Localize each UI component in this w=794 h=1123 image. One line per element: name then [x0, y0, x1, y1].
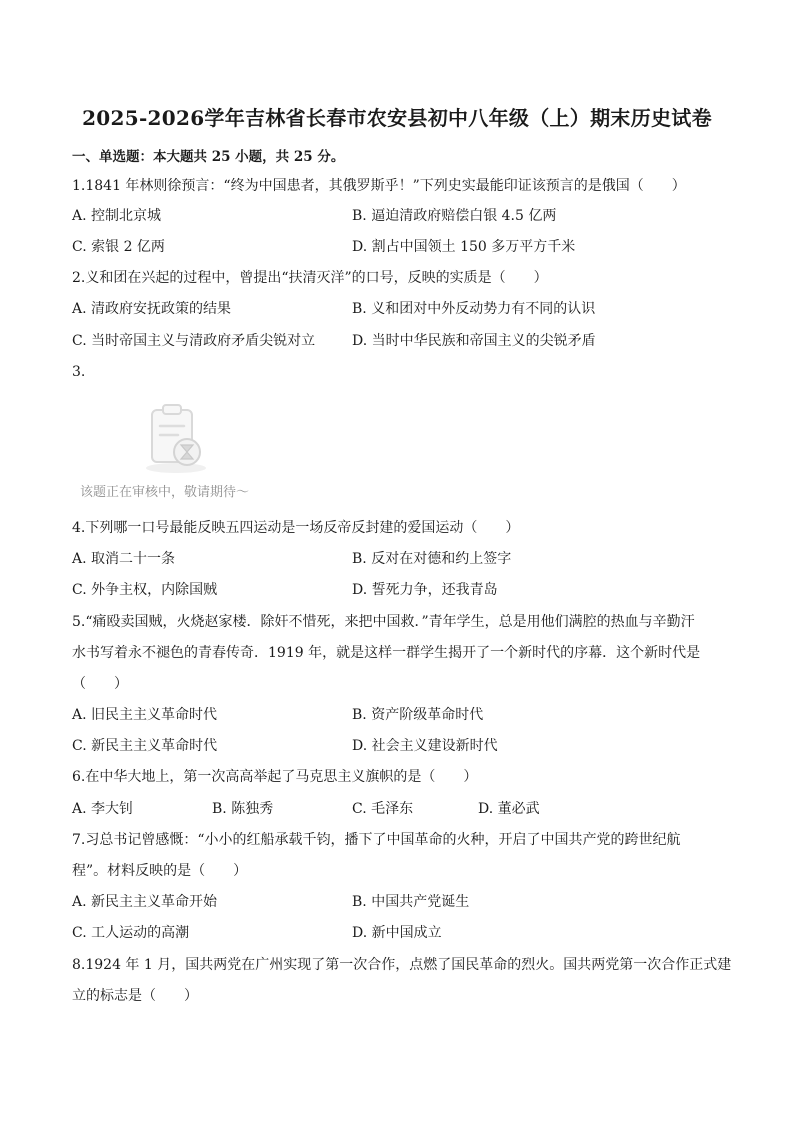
clipboard-hourglass-icon [138, 400, 214, 476]
question-4-option-c: C. 外争主权，内除国贼 [72, 582, 218, 598]
question-7-option-c: C. 工人运动的高潮 [72, 925, 190, 941]
question-2-option-d: D. 当时中华民族和帝国主义的尖锐矛盾 [352, 333, 596, 349]
question-1-option-d: D. 割占中国领土 150 多万平方千米 [352, 239, 576, 255]
question-4-option-b: B. 反对在对德和约上签字 [352, 551, 512, 567]
question-3-stem: 3. [72, 364, 86, 380]
question-6-option-d: D. 董必武 [478, 801, 540, 817]
question-5-option-b: B. 资产阶级革命时代 [352, 707, 484, 723]
question-5-stem-line-1: 5.“痛殴卖国贼，火烧赵家楼．除奸不惜死，来把中国救．”青年学生，总是用他们满腔的热血与辛勤汗 [72, 614, 695, 630]
question-1-stem: 1.1841 年林则徐预言：“终为中国患者，其俄罗斯乎！”下列史实最能印证该预言的是俄国（ ） [72, 178, 686, 194]
question-5-stem-line-3: （ ） [72, 676, 128, 692]
question-6-option-c: C. 毛泽东 [352, 801, 414, 817]
question-3-placeholder [78, 400, 278, 504]
question-2-stem: 2.义和团在兴起的过程中，曾提出“扶清灭洋”的口号，反映的实质是（ ） [72, 270, 548, 286]
question-7-option-b: B. 中国共产党诞生 [352, 894, 470, 910]
question-4-stem: 4.下列哪一口号最能反映五四运动是一场反帝反封建的爱国运动（ ） [72, 520, 520, 536]
question-6-option-a: A. 李大钊 [72, 801, 134, 817]
question-4-option-d: D. 誓死力争，还我青岛 [352, 582, 498, 598]
question-5-option-c: C. 新民主主义革命时代 [72, 738, 218, 754]
question-4-option-a: A. 取消二十一条 [72, 551, 176, 567]
question-1-option-c: C. 索银 2 亿两 [72, 239, 165, 255]
question-1-option-b: B. 逼迫清政府赔偿白银 4.5 亿两 [352, 208, 557, 224]
exam-title: 2025-2026学年吉林省长春市农安县初中八年级（上）期末历史试卷 [82, 106, 712, 130]
question-7-stem-line-1: 7.习总书记曾感慨：“小小的红船承载千钧，播下了中国革命的火种，开启了中国共产党的跨世纪航 [72, 832, 681, 848]
section-heading: 一、单选题：本大题共 25 小题，共 25 分。 [72, 149, 345, 165]
question-2-option-c: C. 当时帝国主义与清政府矛盾尖锐对立 [72, 333, 316, 349]
question-8-stem-line-1: 8.1924 年 1 月，国共两党在广州实现了第一次合作，点燃了国民革命的烈火。国共两党第一次合作正式建 [72, 957, 732, 973]
question-5-option-a: A. 旧民主主义革命时代 [72, 707, 218, 723]
question-6-stem: 6.在中华大地上，第一次高高举起了马克思主义旗帜的是（ ） [72, 769, 478, 785]
question-2-option-b: B. 义和团对中外反动势力有不同的认识 [352, 301, 596, 317]
question-7-option-d: D. 新中国成立 [352, 925, 442, 941]
question-7-option-a: A. 新民主主义革命开始 [72, 894, 218, 910]
question-7-stem-line-2: 程”。材料反映的是（ ） [72, 863, 248, 879]
question-6-option-b: B. 陈独秀 [212, 801, 274, 817]
question-5-option-d: D. 社会主义建设新时代 [352, 738, 498, 754]
question-5-stem-line-2: 水书写着永不褪色的青春传奇．1919 年，就是这样一群学生揭开了一个新时代的序幕．这个新时代是 [72, 645, 701, 661]
question-8-stem-line-2: 立的标志是（ ） [72, 988, 198, 1004]
question-2-option-a: A. 清政府安抚政策的结果 [72, 301, 232, 317]
question-3-placeholder-text: 该题正在审核中，敬请期待～ [80, 485, 250, 500]
question-1-option-a: A. 控制北京城 [72, 208, 162, 224]
